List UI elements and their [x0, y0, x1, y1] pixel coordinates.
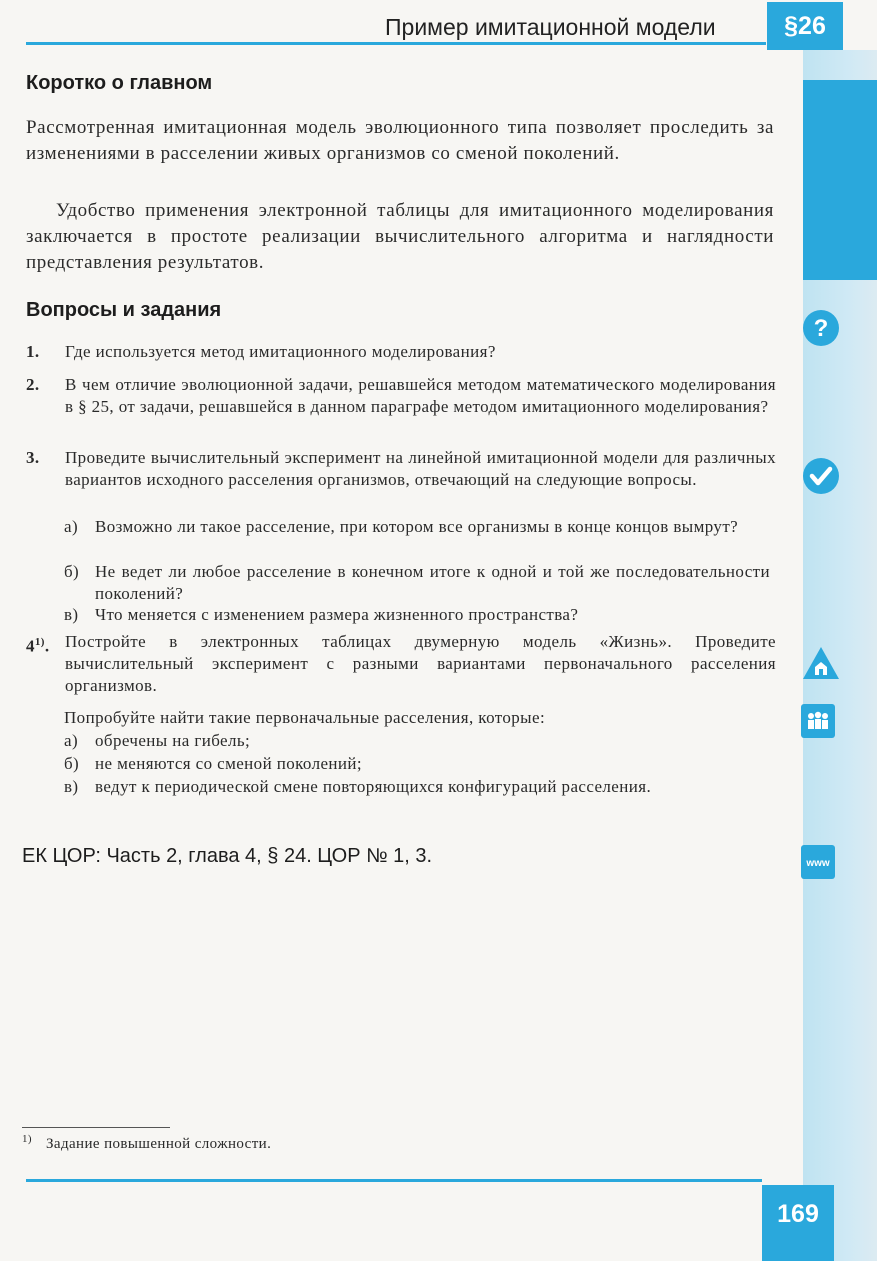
question-4-intro: Попробуйте найти такие первоначальные расселения, которые:: [64, 708, 546, 727]
question-text: Постройте в электронных таблицах двумерную модель «Жизнь». Проведите вычислительный эксперимент с разными вариантами первоначального расселения организмов.: [65, 632, 776, 695]
question-4-sub-b: [64, 753, 770, 775]
svg-text:?: ?: [813, 315, 829, 342]
sub-label: в): [64, 605, 79, 624]
sub-text: обречены на гибель;: [95, 731, 251, 750]
footnote-rule: [22, 1127, 170, 1128]
questions-heading: Вопросы и задания: [26, 299, 222, 321]
sub-label: а): [64, 731, 79, 750]
question-number: 4$^{1)}$.: [26, 636, 50, 656]
question-3: [26, 447, 776, 491]
page-number: 169: [762, 1185, 834, 1261]
sub-text: Что меняется с изменением размера жизненного пространства?: [95, 605, 579, 624]
question-number: 2.: [26, 375, 40, 394]
question-4-sub-a: [64, 730, 770, 752]
sub-label: б): [64, 562, 80, 581]
svg-text:www: www: [806, 858, 830, 869]
question-3-sub-b: [64, 561, 770, 605]
question-number: 3.: [26, 448, 40, 467]
footer-rule: [26, 1179, 762, 1182]
question-mark-icon: [801, 308, 841, 348]
sidebar-highlight: [803, 80, 877, 280]
sub-text: ведут к периодической смене повторяющихся конфигураций расселения.: [95, 777, 652, 796]
checkmark-icon: [801, 456, 841, 496]
question-text: В чем отличие эволюционной задачи, решавшейся методом математического моделирования в § 25, от задачи, решавшейся в данном параграфе методом имитационного моделирования?: [65, 375, 776, 416]
sub-label: б): [64, 754, 80, 773]
question-3-sub-c: [64, 604, 770, 626]
header-rule: [26, 42, 766, 45]
question-number: 1.: [26, 342, 40, 361]
sub-label: а): [64, 517, 79, 536]
question-text: Проведите вычислительный эксперимент на линейной имитационной модели для различных вариантов исходного расселения организмов, отвечающий на следующие вопросы.: [65, 448, 776, 489]
question-2: [26, 374, 776, 418]
question-3-sub-a: [64, 516, 770, 538]
sub-label: в): [64, 777, 79, 796]
question-1: [26, 341, 776, 363]
sub-text: Не ведет ли любое расселение в конечном итоге к одной и той же последовательности поколений?: [95, 562, 770, 603]
summary-heading: Коротко о главном: [26, 72, 213, 94]
footnote: $^{1)}$ Задание повышенной сложности.: [22, 1133, 272, 1152]
page-title: Пример имитационной модели: [385, 14, 716, 40]
sub-text: не меняются со сменой поколений;: [95, 754, 363, 773]
summary-paragraph-2: Удобство применения электронной таблицы для имитационного моделирования заключается в простоте реализации вычислительного алгоритма и наглядности представления результатов.: [26, 200, 774, 273]
home-icon: [801, 645, 841, 681]
question-4: [26, 631, 776, 697]
group-icon: [801, 704, 835, 738]
question-text: Где используется метод имитационного моделирования?: [65, 342, 496, 361]
sub-text: Возможно ли такое расселение, при котором все организмы в конце концов вымрут?: [95, 517, 739, 536]
question-4-sub-c: [64, 776, 770, 798]
ecor-reference: ЕК ЦОР: Часть 2, глава 4, § 24. ЦОР № 1, 3.: [22, 845, 433, 867]
www-icon: [801, 845, 835, 879]
section-badge: §26: [767, 2, 843, 50]
summary-paragraph-1: Рассмотренная имитационная модель эволюционного типа позволяет проследить за изменениями в расселении живых организмов со сменой поколений.: [26, 117, 774, 164]
